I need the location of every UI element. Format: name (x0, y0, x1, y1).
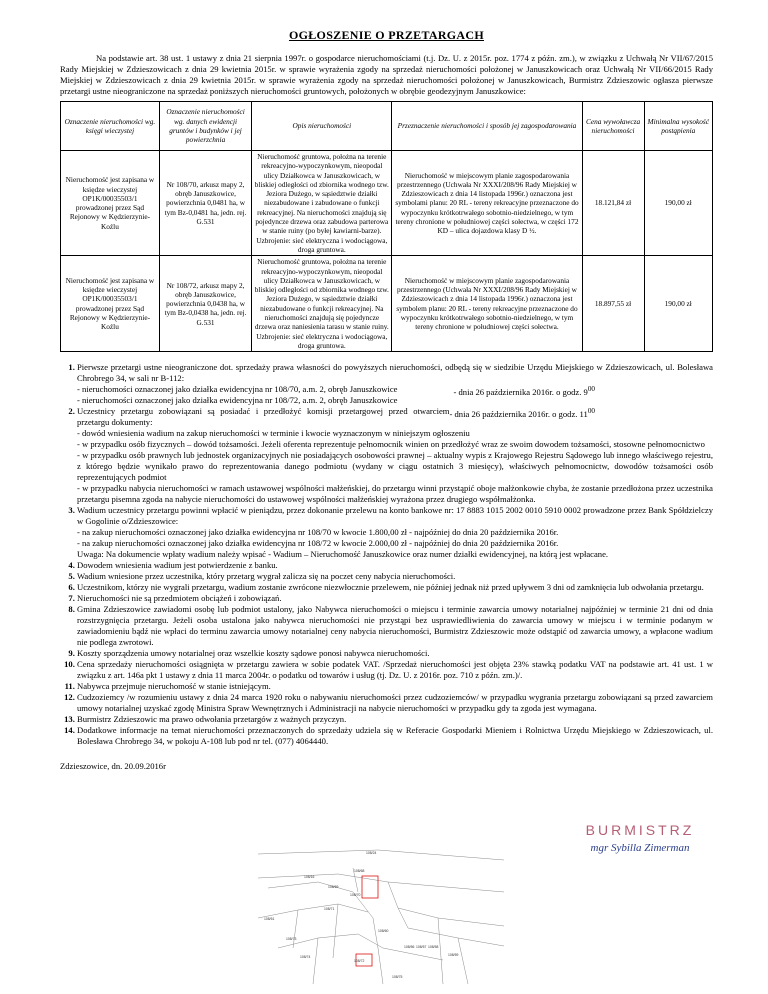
cell-description: Nieruchomość gruntowa, położna na terenie rekreacyjno-wypoczynkowym, nieopodal ulicy Działkowca w Januszkowicach, w bliskiej odległości od zbiornika wodnego tzw. Jeziora Dużego, w sąsiedztwie działki niezabudowane o funkcji rekreacyjnej. Na nieruchomości znajdują się pojedyncze drzewa oraz naniesienia tarasu w stanie ruiny. Uzbrojenie: sieć elektryczna i wodociągowa, droga gruntowa. (252, 256, 392, 352)
table-header: Przeznaczenie nieruchomości i sposób jej zagospodarowania (392, 102, 582, 151)
condition-item (77, 406, 713, 505)
parcel-label: 108/73 (286, 937, 297, 941)
condition-item: 7. Nieruchomości nie są przedmiotem obciążeń i zobowiązań. (77, 593, 713, 604)
condition-item: 8. Gmina Zdzieszowice zawiadomi osobę lub podmiot ustalony, jako Nabywca nieruchomości o miejscu i terminie zawarcia umowy notarialnej najpóźniej w terminie 21 dni od dnia rozstrzygnięcia przetargu. Jeżeli osoba ustalona jako nabywca nieruchomości nie przystąpi bez usprawiedliwienia do zawarcia umowy w miejscu i w terminie podanym w zawiadomieniu bądź nie wpłaci do terminu zawarcia umowy notarialnej ceny nabycia nieruchomości, Burmistrz Zdzieszowic może odstąpić od zawarcia umowy, a wpłacone wadium nie podlega zwrotowi. (77, 604, 713, 648)
document-page (60, 28, 713, 771)
condition-subitem: - na zakup nieruchomości oznaczonej jako działka ewidencyjna nr 108/70 w kwocie 1.800,00 zł - najpóźniej do dnia 20 października 2016r. (77, 527, 559, 538)
table-row (61, 256, 713, 352)
parcel-label: 108/24 (366, 851, 377, 855)
condition-item: 12. Cudzoziemcy /w rozumieniu ustawy z dnia 24 marca 1920 roku o nabywaniu nieruchomości przez cudzoziemców/ w przypadku wygrania przetargu zobowiązani są przed zawarciem umowy notarialnej uzyskać zgodę Ministra Spraw Wewnętrznych i Administracji na nabycie nieruchomości w przypadku gdy ta zgoda jest wymagana. (77, 692, 713, 714)
condition-text: Wadium uczestnicy przetargu powinni wpłacić w pieniądzu, przez dokonanie przelewu na konto bankowe nr: 17 8883 1015 2002 0010 5910 0002 prowadzone przez Bank Spółdzielczy w Gogolinie o/Zdzieszowice: (77, 505, 713, 527)
table-header: Opis nieruchomości (252, 102, 392, 151)
parcel-label: 108/74 (300, 955, 311, 959)
auction-date-minutes: 00 (587, 407, 595, 416)
auction-date-text: - dnia 26 października 2016r. o godz. 9 (453, 387, 588, 398)
stamp-signature: mgr Sybilla Zimerman (590, 842, 690, 854)
parcel-label: 108/51 (264, 917, 275, 921)
auction-date (450, 406, 596, 420)
place-date: Zdzieszowice, dn. 20.09.2016r (60, 761, 166, 772)
condition-item: 11. Nabywca przejmuje nieruchomość w stanie istniejącym. (77, 681, 713, 692)
condition-subtext: - nieruchomości oznaczonej jako działka ewidencyjna nr 108/72, a.m. 2, obręb Januszkowice (77, 395, 398, 406)
parcel-label: 108/70 (350, 893, 361, 897)
page-title: OGŁOSZENIE O PRZETARGACH (288, 28, 484, 42)
cell-min-increment: 190,00 zł (644, 256, 713, 352)
condition-item (77, 505, 713, 560)
cell-min-increment: 190,00 zł (644, 151, 713, 256)
condition-subitem: - dowód wniesienia wadium na zakup nieruchomości w terminie i kwocie wyznaczonym w niniejszym ogłoszeniu (77, 428, 470, 439)
conditions-list (60, 362, 713, 747)
condition-item: 10. Cena sprzedaży nieruchomości osiągnięta w przetargu zawiera w sobie podatek VAT. /Sprzedaż nieruchomości jest objęta 23% stawką podatku VAT na podstawie art. 41 ust. 1 w związku z art. 146a pkt 1 ustawy z dnia 11 marca 2004r. o podatku od towarów i usług (tj. Dz. U. z 2016r. poz. 710 z późn. zm.)/. (77, 659, 713, 681)
properties-table (60, 101, 713, 352)
table-row (61, 151, 713, 256)
cell-land-register: Nieruchomość jest zapisana w księdze wieczystej OP1K/00035503/1 prowadzonej przez Sąd Rejonowy w Kędzierzynie-Koźlu (61, 256, 160, 352)
cell-description: Nieruchomość gruntowa, położna na terenie rekreacyjno-wypoczynkowym, nieopodal ulicy Działkowca w Januszkowicach, w bliskiej odległości od zbiornika wodnego tzw. Jeziora Dużego, w sąsiedztwie działki niezabudowane i zabudowane o funkcji rekreacyjnej. Na nieruchomości znajdują się pojedyncze drzewa oraz zabudowa parterowa w stanie ruiny (po byłej kawiarni-barze). Uzbrojenie: sieć elektryczna i wodociągowa, droga gruntowa. (252, 151, 392, 256)
cadastral-map (258, 848, 504, 984)
table-header: Cena wywoławcza nieruchomości (582, 102, 644, 151)
parcel-label: 108/60 (378, 929, 389, 933)
parcel-label: 108/75 (392, 975, 403, 979)
parcel-label: 108/57 (416, 945, 427, 949)
condition-subtext: - nieruchomości oznaczonej jako działka ewidencyjna nr 108/70, a.m. 2, obręb Januszkowice (77, 384, 398, 395)
cell-cadastre: Nr 108/70, arkusz mapy 2, obręb Januszkowice, powierzchnia 0,0481 ha, w tym Bz-0,0481 ha, jedn. rej. G.531 (159, 151, 251, 256)
condition-item: 13. Burmistrz Zdzieszowic ma prawo odwołania przetargów z ważnych przyczyn. (77, 714, 713, 725)
condition-text: Uczestnicy przetargu zobowiązani są posiadać i przedłożyć komisji przetargowej przed otwarciem przetargu dokumenty: (77, 406, 450, 428)
condition-item: 4. Dowodem wniesienia wadium jest potwierdzenie z banku. (77, 560, 713, 571)
parcel-labels (264, 851, 458, 979)
condition-item: 5. Wadium wniesione przez uczestnika, który przetarg wygrał zalicza się na poczet ceny nabycia nieruchomości. (77, 571, 713, 582)
intro-paragraph: Na podstawie art. 38 ust. 1 ustawy z dnia 21 sierpnia 1997r. o gospodarce nieruchomościami (t.j. Dz. U. z 2015r. poz. 1774 z późn. zm.), w związku z Uchwałą Nr VII/67/2015 Rady Miejskiej w Zdzieszowicach z dnia 29 kwietnia 2015r. w sprawie wyrażenia zgody na sprzedaż nieruchomości położonej w Januszkowicach oraz Uchwałą Nr VII/66/2015 Rady Miejskiej w Zdzieszowicach z dnia 29 kwietnia 2015r. w sprawie wyrażenia zgody na sprzedaż nieruchomości położonej w Januszkowicach, Burmistrz Zdzieszowic ogłasza pierwsze przetargi ustne nieograniczone na sprzedaż poniższych nieruchomości gruntowych, położonych w obrębie geodezyjnym Januszkowice: (60, 53, 713, 96)
cell-land-register: Nieruchomość jest zapisana w księdze wieczystej OP1K/00035503/1 prowadzonej przez Sąd Rejonowy w Kędzierzynie-Koźlu (61, 151, 160, 256)
table-header: Minimalna wysokość postąpienia (644, 102, 713, 151)
cell-purpose: Nieruchomość w miejscowym planie zagospodarowania przestrzennego (Uchwała Nr XXXI/208/96 Rady Miejskiej w Zdzieszowicach z dnia 14 listopada 1996r.) oznaczona jest symbolami planu: 20 RL - tereny rekreacyjne przeznaczone do wypoczynku krótkotrwałego sobotnio-niedzielnego, w tym tereny chronione w południowej części sołectwa, w części 172 KD – ulica dojazdowa klasy D ½. (392, 151, 582, 256)
highlighted-parcels (356, 876, 378, 966)
condition-subitem: - na zakup nieruchomości oznaczonej jako działka ewidencyjna nr 108/72 w kwocie 2.000,00 zł - najpóźniej do dnia 20 października 2016r. (77, 538, 559, 549)
parcel-label: 108/59 (448, 953, 459, 957)
parcel-label: 108/58 (428, 945, 439, 949)
condition-subitem: - w przypadku osób fizycznych – dowód tożsamości. Jeżeli oferenta reprezentuje pełnomocnik winien on przedłożyć wraz ze swoim dowodem tożsamości, stosowne pełnomocnictwo (77, 439, 705, 450)
auction-date (453, 384, 595, 398)
parcel-boundaries (258, 850, 504, 984)
cell-price: 18.121,84 zł (582, 151, 644, 256)
condition-item: 6. Uczestnikom, którzy nie wygrali przetargu, wadium zostanie zwrócone niezwłocznie przelewem, nie później jednak niż przed upływem 3 dni od zamknięcia lub odwołania przetargu. (77, 582, 713, 593)
cell-price: 18.897,55 zł (582, 256, 644, 352)
condition-item: 14. Dodatkowe informacje na temat nieruchomości przeznaczonych do sprzedaży udziela się w Referacie Gospodarki Mieniem i Rolnictwa Urzędu Miejskiego w Zdzieszowicach, ul. Bolesława Chrobrego 34, w pokoju A-108 lub pod nr tel. (077) 4064440. (77, 725, 713, 747)
cell-cadastre: Nr 108/72, arkusz mapy 2, obręb Januszkowice, powierzchnia 0,0438 ha, w tym Bz-0,0438 ha, jedn. rej. G.531 (159, 256, 251, 352)
table-header: Oznaczenie nieruchomości wg. księgi wieczystej (61, 102, 160, 151)
table-header: Oznaczenie nieruchomości wg. danych ewidencji gruntów i budynków i jej powierzchnia (159, 102, 251, 151)
parcel-label: 108/68 (354, 869, 365, 873)
parcel-label: 108/69 (328, 885, 339, 889)
condition-text: Pierwsze przetargi ustne nieograniczone dot. sprzedaży prawa własności do powyższych nieruchomości, odbędą się w siedzibie Urzędu Miejskiego w Zdzieszowicach, ul. Bolesława Chrobrego 34, w sali nr B-112: (77, 362, 713, 384)
parcel-label: 108/72 (354, 959, 365, 963)
auction-date-text: - dnia 26 października 2016r. o godz. 11 (449, 409, 588, 420)
parcel-label: 108/16 (304, 875, 315, 879)
auction-date-minutes: 00 (587, 385, 595, 394)
condition-subitem (77, 384, 713, 398)
parcel-label: 108/56 (404, 945, 415, 949)
condition-item: 9. Koszty sporządzenia umowy notarialnej oraz wszelkie koszty sądowe ponosi nabywca nieruchomości. (77, 648, 713, 659)
parcel-label: 108/71 (324, 907, 335, 911)
condition-subitem: - w przypadku osób prawnych lub jednostek organizacyjnych nie posiadających osobowości prawnej – aktualny wypis z Krajowego Rejestru Sądowego lub innego właściwego rejestru, z którego będzie wynikało prawo do reprezentowania danego podmiotu (wydany w ciągu ostatnich 3 miesięcy), właściwych pełnomocnictw, dowodów tożsamości osób reprezentujących podmiot (77, 450, 713, 483)
table-header-row (61, 102, 713, 151)
condition-subitem: - w przypadku nabycia nieruchomości w ramach ustawowej wspólności małżeńskiej, do przetargu winni przystąpić oboje małżonkowie chyba, że zostanie przedłożona przez uczestnika przetargu pisemna zgoda na nabycie nieruchomości do ustawowej wspólności małżeńskiej wyrażona przez drugiego współmałżonka. (77, 483, 713, 505)
mayor-stamp (570, 822, 710, 854)
stamp-title: BURMISTRZ (585, 822, 695, 838)
condition-subitem: Uwaga: Na dokumencie wpłaty wadium należy wpisać - Wadium – Nieruchomość Januszkowice oraz numer działki ewidencyjnej, na którą jest wpłacane. (77, 549, 609, 560)
cell-purpose: Nieruchomość w miejscowym planie zagospodarowania przestrzennego (Uchwała Nr XXXI/208/96 Rady Miejskiej w Zdzieszowicach z dnia 14 listopada 1996r.) oznaczona jest symbolem planu: 20 RL - tereny rekreacyjne przeznaczone do wypoczynku krótkotrwałego sobotnio-niedzielnego, w tym tereny chronione w południowej części sołectwa. (392, 256, 582, 352)
